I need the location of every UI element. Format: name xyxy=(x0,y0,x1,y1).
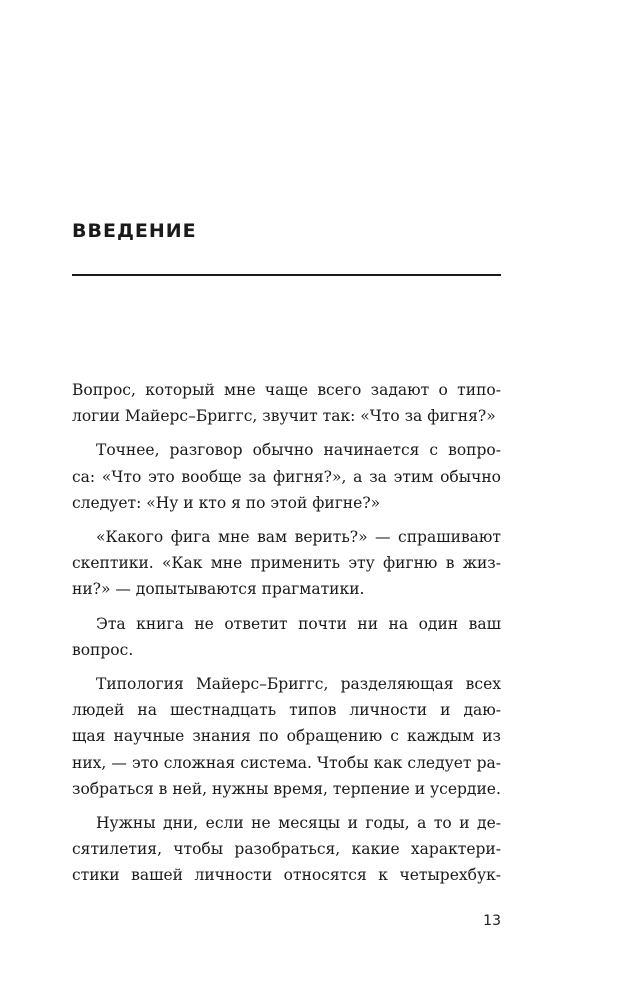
body-text xyxy=(72,377,501,897)
text-line: людей на шестнадцать типов личности и даю- xyxy=(72,701,501,720)
text-line: са: «Что это вообще за фигня?», а за этим обычно xyxy=(72,467,501,486)
text-line: сятилетия, чтобы разобраться, какие характери- xyxy=(72,840,501,859)
text-line: Вопрос, который мне чаще всего задают о типо- xyxy=(72,381,501,399)
page-number: 13 xyxy=(483,913,501,929)
chapter-title: ВВЕДЕНИЕ xyxy=(72,220,197,242)
paragraph-1 xyxy=(72,377,501,429)
text-line: щая научные знания по обращению с каждым из xyxy=(72,727,501,746)
paragraph-2 xyxy=(72,437,501,516)
text-line: скептики. «Как мне применить эту фигню в жиз- xyxy=(72,554,501,573)
paragraph-3 xyxy=(72,524,501,603)
text-line: Точнее, разговор обычно начинается с вопро- xyxy=(96,441,501,460)
paragraph-4 xyxy=(72,611,501,663)
text-line: Эта книга не ответит почти ни на один ваш xyxy=(96,614,501,633)
text-line: зобраться в ней, нужны время, терпение и усердие. xyxy=(72,779,501,798)
text-line: логии Майерс–Бриггс, звучит так: «Что за фигня?» xyxy=(72,407,496,426)
text-line: стики вашей личности относятся к четырехбук- xyxy=(72,866,501,885)
text-line: ни?» — допытываются прагматики. xyxy=(72,580,365,599)
text-line: Нужны дни, если не месяцы и годы, а то и де- xyxy=(96,814,501,833)
paragraph-6 xyxy=(72,810,501,889)
text-line: вопрос. xyxy=(72,640,134,659)
title-divider xyxy=(72,274,501,276)
text-line: «Какого фига мне вам верить?» — спрашивают xyxy=(96,528,501,547)
text-line: следует: «Ну и кто я по этой фигне?» xyxy=(72,493,381,512)
paragraph-5 xyxy=(72,671,501,802)
text-line: них, — это сложная система. Чтобы как следует ра- xyxy=(72,753,501,772)
text-line: Типология Майерс–Бриггс, разделяющая всех xyxy=(96,675,501,694)
